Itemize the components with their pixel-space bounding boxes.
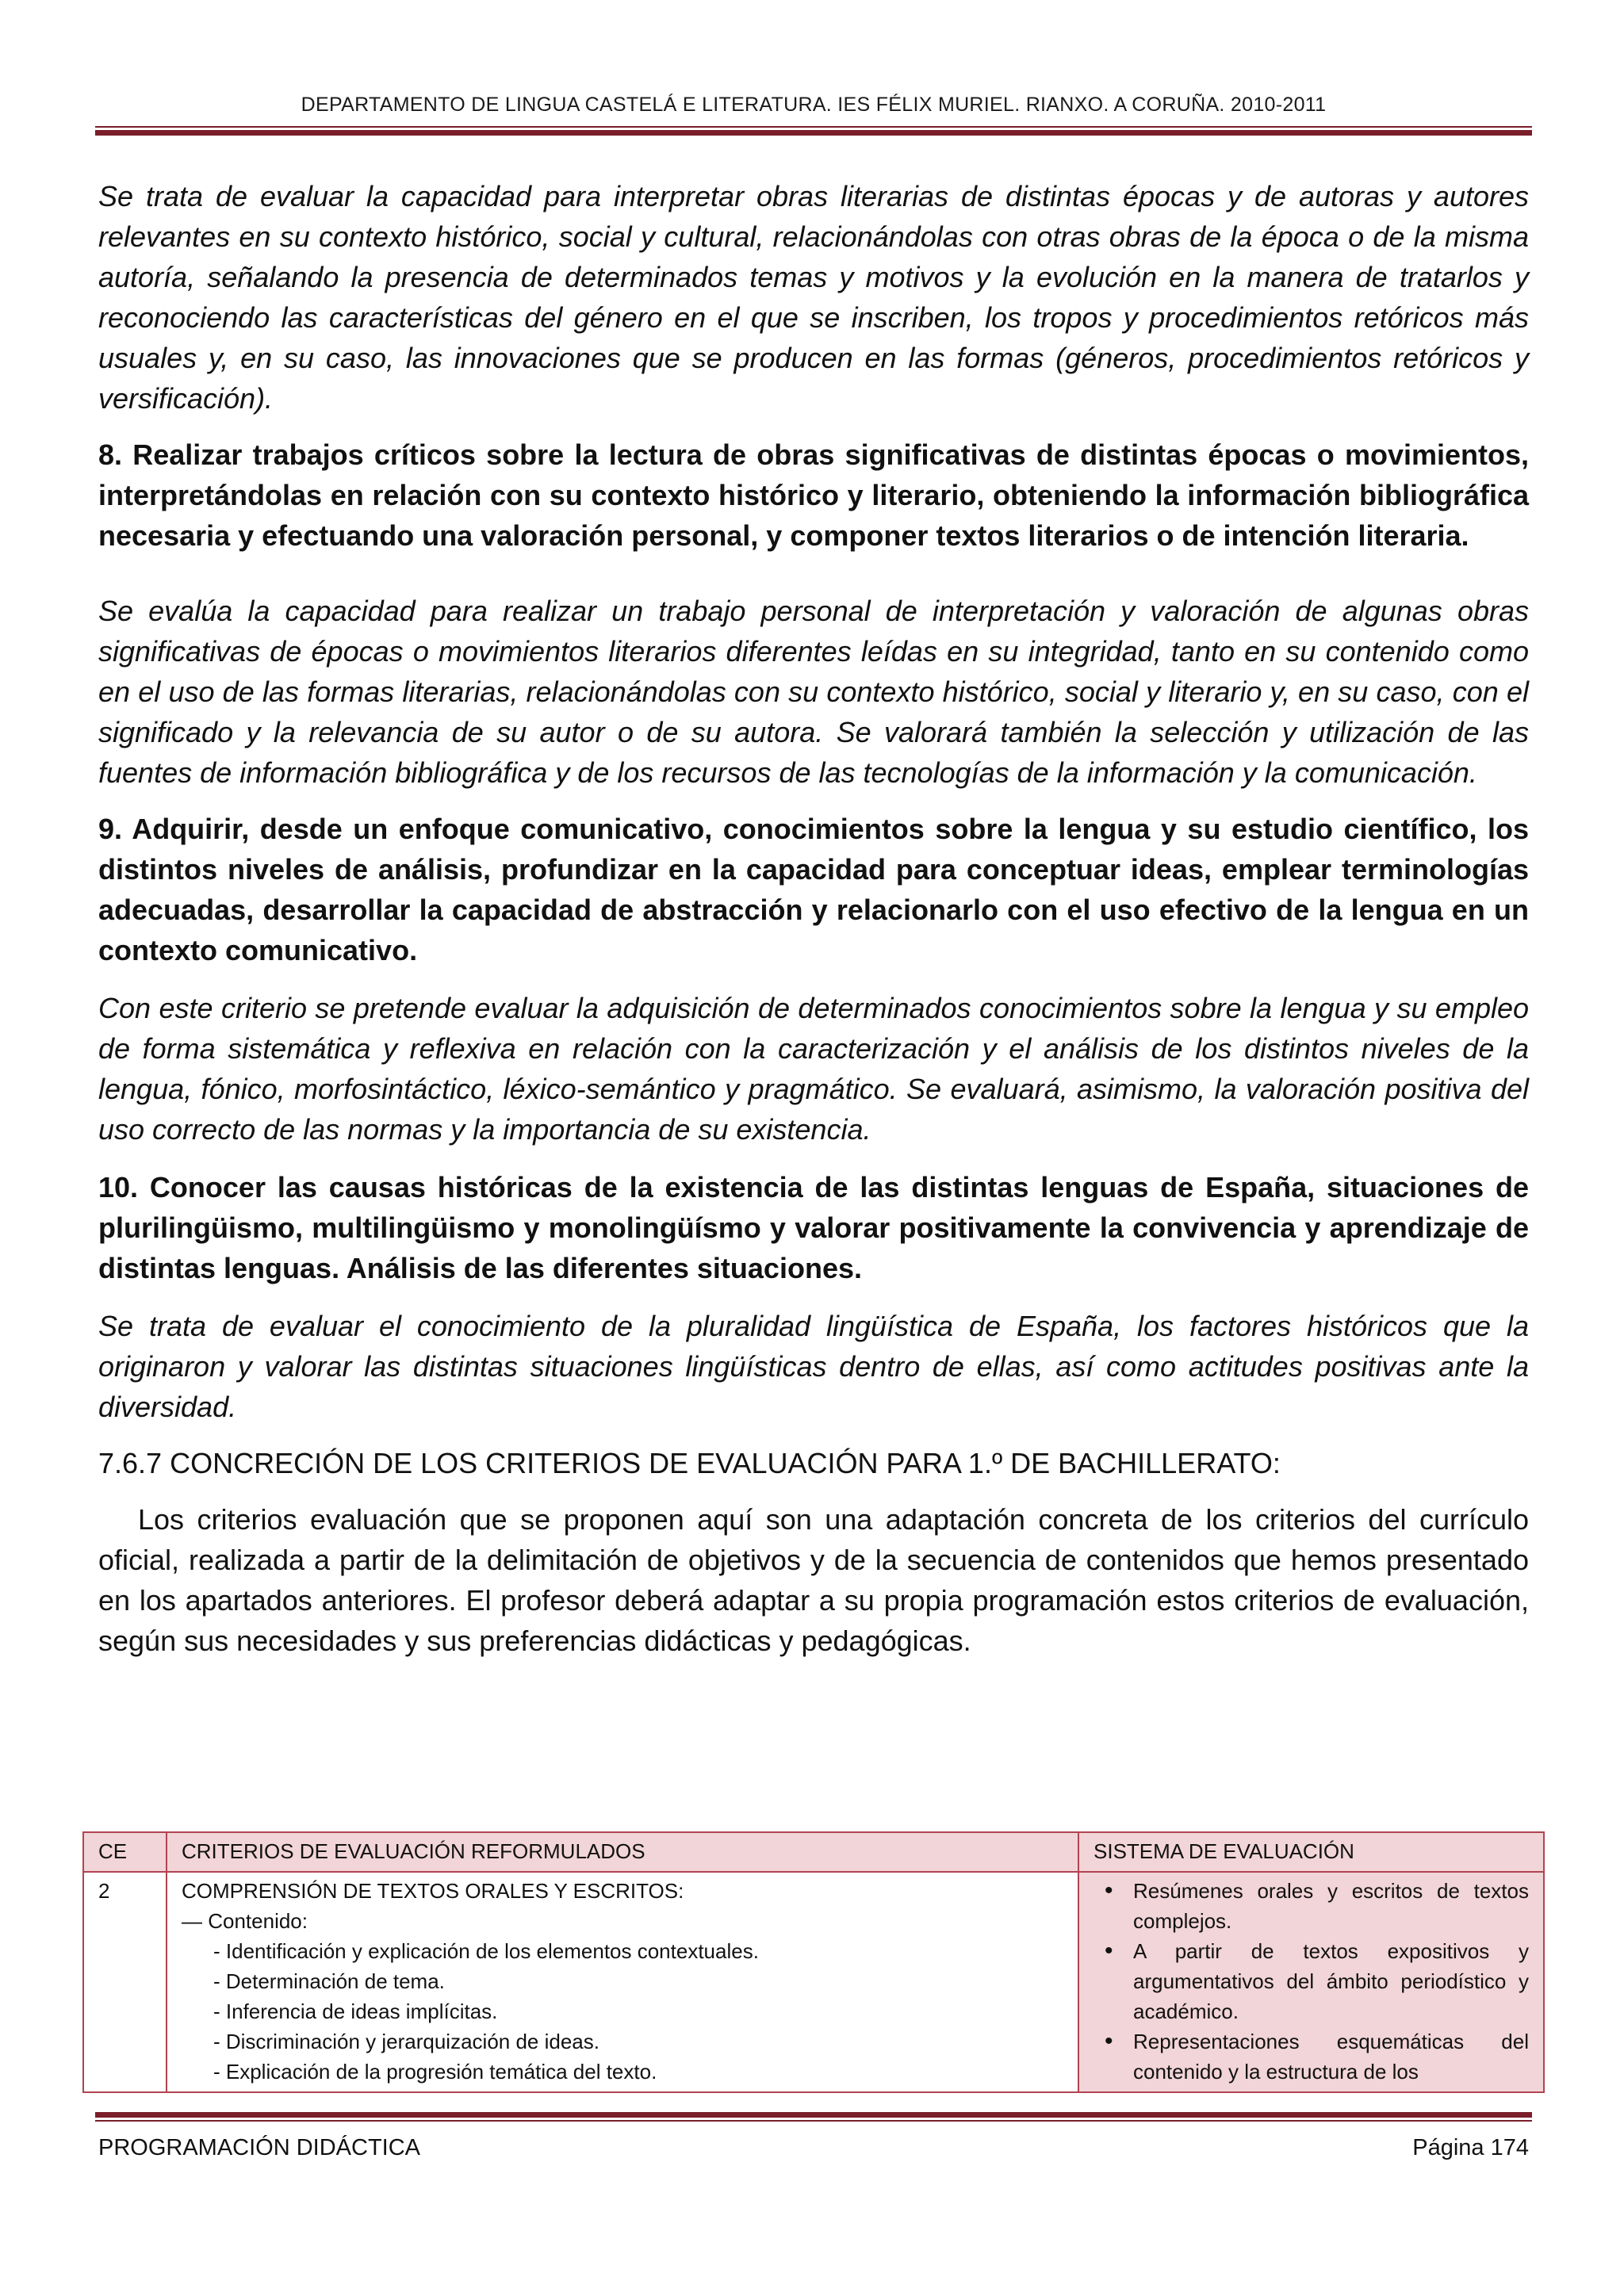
footer-title: PROGRAMACIÓN DIDÁCTICA <box>98 2135 421 2160</box>
row-item: - Identificación y explicación de los elementos contextuales. <box>213 1939 759 1963</box>
row-title: COMPRENSIÓN DE TEXTOS ORALES Y ESCRITOS: <box>182 1879 684 1903</box>
row-item: - Discriminación y jerarquización de ideas. <box>213 2030 599 2053</box>
footer-rule-thin <box>95 2120 1532 2122</box>
criterion-10-description: Se trata de evaluar el conocimiento de la pluralidad lingüística de España, los factores históricos que la originaron y valorar las distintas situaciones lingüísticas dentro de ellas, así como actitudes positivas ante la diversidad. <box>98 1310 1529 1423</box>
page-header: DEPARTAMENTO DE LINGUA CASTELÁ E LITERATURA. IES FÉLIX MURIEL. RIANXO. A CORUÑA. 2010-2011 <box>301 94 1327 116</box>
section-heading: 7.6.7 CONCRECIÓN DE LOS CRITERIOS DE EVALUACIÓN PARA 1.º DE BACHILLERATO: <box>98 1447 1281 1479</box>
header-ce: CE <box>83 1832 167 1872</box>
row-ce: 2 <box>83 1872 167 2092</box>
header-rule-thin <box>95 126 1532 128</box>
criterion-9-title: 9. Adquirir, desde un enfoque comunicativo, conocimientos sobre la lengua y su estudio científico, los distintos niveles de análisis, profundizar en la capacidad para conceptuar ideas, emplear terminologías adecuadas, desarrollar la capacidad de abstracción y relacionarlo con el uso efectivo de la lengua en un contexto comunicativo. <box>98 813 1529 966</box>
criterion-8-title: 8. Realizar trabajos críticos sobre la lectura de obras significativas de distintas épocas o movimientos, interpretándolas en relación con su contexto histórico y literario, obteniendo la información bibliográfica necesaria y efectuando una valoración personal, y componer textos literarios o de intención literaria. <box>98 438 1529 552</box>
criterion-10-title: 10. Conocer las causas históricas de la existencia de las distintas lenguas de España, situaciones de plurilingüismo, multilingüismo y monolingüísmo y valorar positivamente la convivencia y aprendizaje de distintas lenguas. Análisis de las diferentes situaciones. <box>98 1171 1529 1284</box>
footer-rule-thick <box>95 2112 1532 2118</box>
header-criterios: CRITERIOS DE EVALUACIÓN REFORMULADOS <box>167 1832 1078 1872</box>
page-number: Página 174 <box>1412 2135 1529 2160</box>
criteria-table <box>82 1831 1545 2093</box>
page-body <box>98 176 1529 1661</box>
row-evaluation <box>1078 1872 1544 2092</box>
row-criteria <box>167 1872 1078 2092</box>
evaluation-item: • Resúmenes orales y escritos de textos complejos. <box>1094 1876 1529 1936</box>
header-rule-thick <box>95 130 1532 136</box>
header-sistema: SISTEMA DE EVALUACIÓN <box>1078 1832 1544 1872</box>
row-item: - Inferencia de ideas implícitas. <box>213 1999 498 2023</box>
row-subtitle: — Contenido: <box>182 1909 308 1933</box>
evaluation-item: • A partir de textos expositivos y argumentativos del ámbito periodístico y académico. <box>1094 1936 1529 2026</box>
criterion-9-description: Con este criterio se pretende evaluar la adquisición de determinados conocimientos sobre la lengua y su empleo de forma sistemática y reflexiva en relación con la caracterización y el análisis de los distintos niveles de la lengua, fónico, morfosintáctico, léxico-semántico y pragmático. Se evaluará, asimismo, la valoración positiva del uso correcto de las normas y la importancia de su existencia. <box>98 992 1529 1146</box>
criterion-7-description: Se trata de evaluar la capacidad para interpretar obras literarias de distintas épocas y de autoras y autores relevantes en su contexto histórico, social y cultural, relacionándolas con otras obras de la época o de la misma autoría, señalando la presencia de determinados temas y motivos y la evolución en la manera de tratarlos y reconociendo las características del género en el que se inscriben, los tropos y procedimientos retóricos más usuales y, en su caso, las innovaciones que se producen en las formas (géneros, procedimientos retóricos y versificación). <box>98 180 1529 415</box>
row-item: - Determinación de tema. <box>213 1969 445 1993</box>
table-row <box>83 1872 1544 2092</box>
table-header-row <box>83 1832 1544 1872</box>
row-item: - Explicación de la progresión temática del texto. <box>213 2060 657 2084</box>
evaluation-item: • Representaciones esquemáticas del contenido y la estructura de los <box>1094 2026 1529 2087</box>
section-intro: Los criterios evaluación que se proponen aquí son una adaptación concreta de los criterios del currículo oficial, realizada a partir de la delimitación de objetivos y de la secuencia de contenidos que hemos presentado en los apartados anteriores. El profesor deberá adaptar a su propia programación estos criterios de evaluación, según sus necesidades y sus preferencias didácticas y pedagógicas. <box>98 1503 1529 1657</box>
criterion-8-description: Se evalúa la capacidad para realizar un trabajo personal de interpretación y valoración de algunas obras significativas de épocas o movimientos literarios diferentes leídas en su integridad, tanto en su contenido como en el uso de las formas literarias, relacionándolas con su contexto histórico, social y literario y, en su caso, con el significado y la relevancia de su autor o de su autora. Se valorará también la selección y utilización de las fuentes de información bibliográfica y de los recursos de las tecnologías de la información y la comunicación. <box>98 595 1529 789</box>
